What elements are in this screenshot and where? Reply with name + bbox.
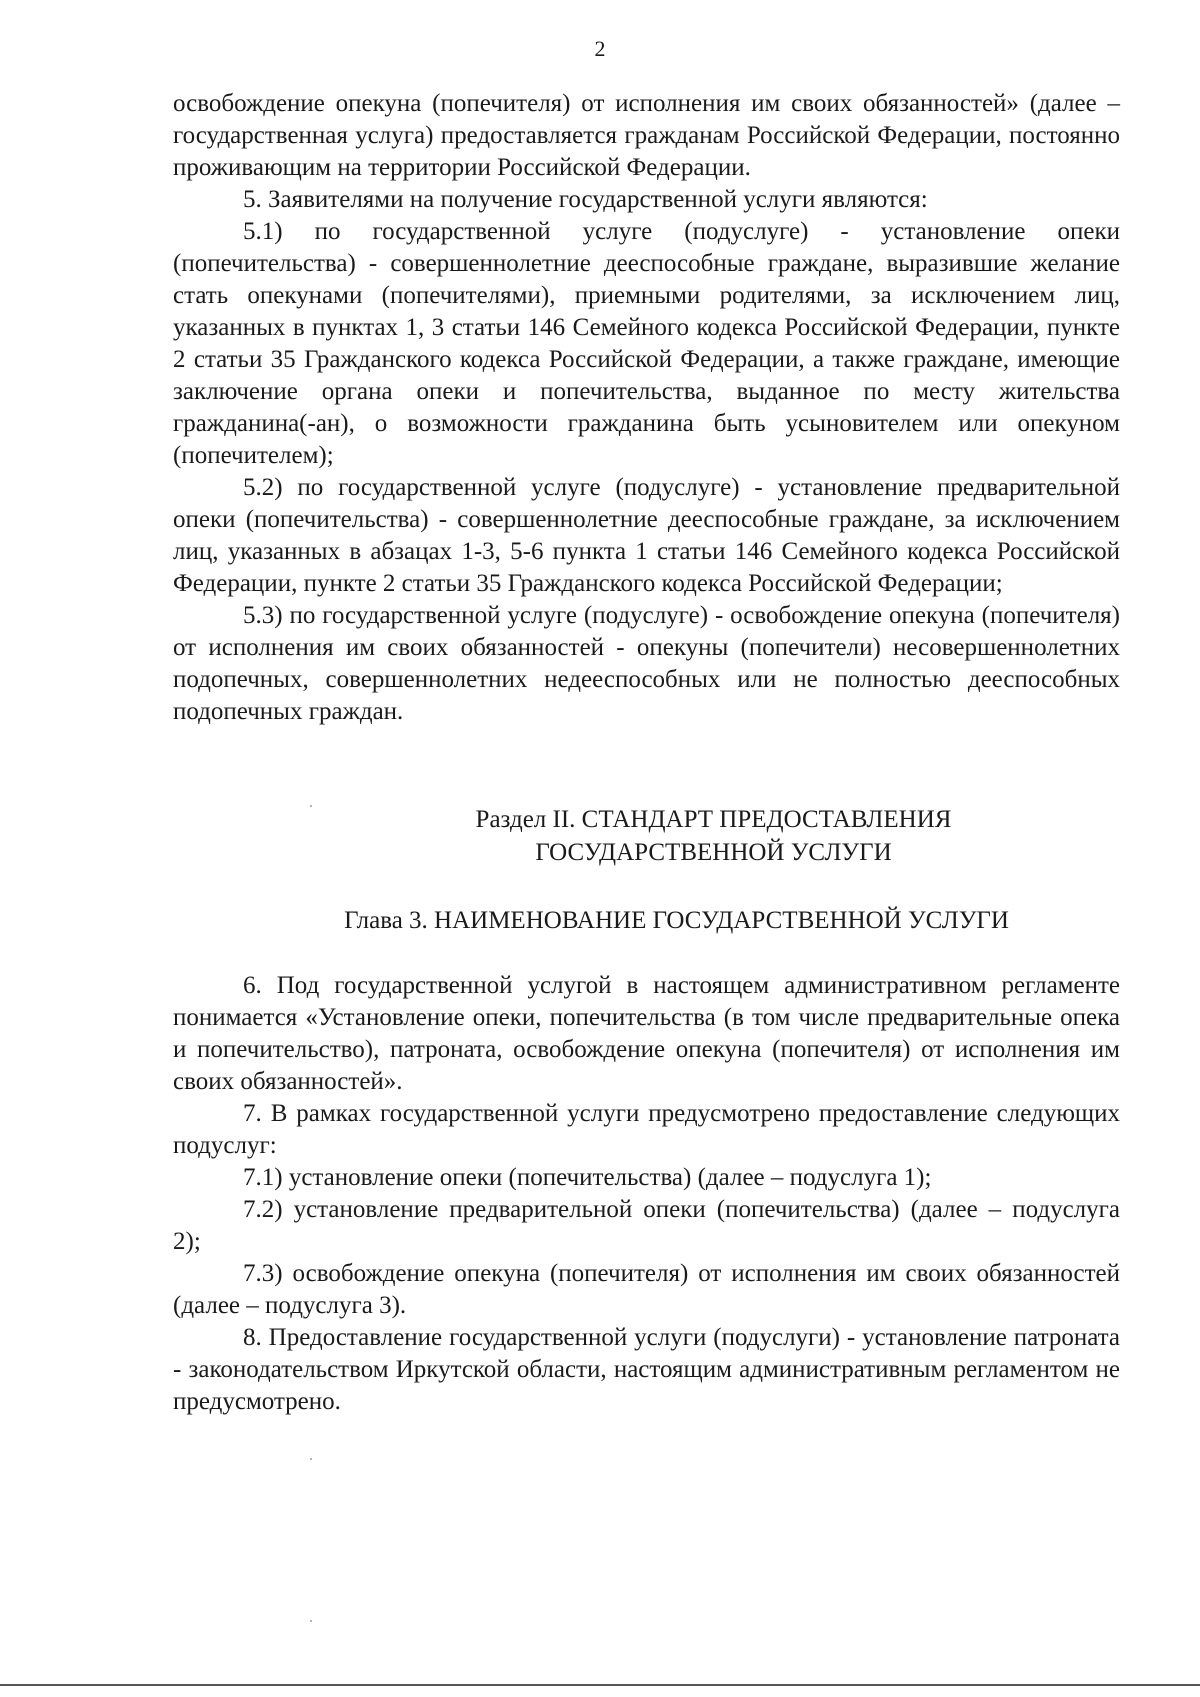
paragraph: 6. Под государственной услугой в настоящем административном регламенте понимается «Установление опеки, попечительства (в том числе предварительные опека и попечительство), патроната, освобождение опекуна (попечителя) от исполнения им своих обязанностей». bbox=[173, 972, 1120, 1095]
paragraph: 7.2) установление предварительной опеки (попечительства) (далее – подуслуга 2); bbox=[173, 1196, 1120, 1255]
paragraph: 7.1) установление опеки (попечительства) (далее – подуслуга 1); bbox=[243, 1164, 932, 1191]
scan-edge-line bbox=[0, 1684, 1200, 1686]
section-heading-line: Раздел II. СТАНДАРТ ПРЕДОСТАВЛЕНИЯ bbox=[475, 806, 952, 833]
chapter-heading bbox=[173, 904, 1120, 937]
paragraph: 5.2) по государственной услуге (подуслуге) - установление предварительной опеки (попечительства) - совершеннолетние дееспособные граждане, за исключением лиц, указанных в абзацах 1-3, 5-6 пункта 1 статьи 146 Семейного кодекса Российской Федерации, пункте 2 статьи 35 Гражданского кодекса Российской Федерации; bbox=[173, 474, 1120, 597]
body-text-bottom bbox=[173, 970, 1120, 1418]
chapter-heading-text: Глава 3. НАИМЕНОВАНИЕ ГОСУДАРСТВЕННОЙ УСЛУГИ bbox=[344, 907, 1009, 934]
paragraph: освобождение опекуна (попечителя) от исполнения им своих обязанностей» (далее – государственная услуга) предоставляется гражданам Российской Федерации, постоянно проживающим на территории Российской Федерации. bbox=[173, 90, 1120, 181]
body-text-top bbox=[173, 88, 1120, 728]
page-number: 2 bbox=[594, 36, 606, 61]
scan-speck bbox=[310, 1458, 312, 1460]
scan-speck bbox=[310, 1620, 312, 1622]
paragraph: 7.3) освобождение опекуна (попечителя) от исполнения им своих обязанностей (далее – подуслуга 3). bbox=[173, 1260, 1120, 1319]
scan-speck bbox=[310, 805, 312, 807]
paragraph: 8. Предоставление государственной услуги (подуслуги) - установление патроната - законодательством Иркутской области, настоящим административным регламентом не предусмотрено. bbox=[173, 1324, 1120, 1415]
section-heading-line: ГОСУДАРСТВЕННОЙ УСЛУГИ bbox=[535, 839, 892, 866]
paragraph: 7. В рамках государственной услуги предусмотрено предоставление следующих подуслуг: bbox=[173, 1100, 1120, 1159]
paragraph: 5. Заявителями на получение государственной услуги являются: bbox=[243, 186, 928, 213]
section-heading bbox=[173, 803, 1120, 869]
paragraph: 5.1) по государственной услуге (подуслуге) - установление опеки (попечительства) - совершеннолетние дееспособные граждане, выразившие желание стать опекунами (попечителями), приемными родителями, за исключением лиц, указанных в пунктах 1, 3 статьи 146 Семейного кодекса Российской Федерации, пункте 2 статьи 35 Гражданского кодекса Российской Федерации, а также граждане, имеющие заключение органа опеки и попечительства, выданное по месту жительства гражданина(-ан), о возможности гражданина быть усыновителем или опекуном (попечителем); bbox=[173, 218, 1120, 469]
paragraph: 5.3) по государственной услуге (подуслуге) - освобождение опекуна (попечителя) от исполнения им своих обязанностей - опекуны (попечители) несовершеннолетних подопечных, совершеннолетних недееспособных или не полностью дееспособных подопечных граждан. bbox=[173, 602, 1120, 725]
